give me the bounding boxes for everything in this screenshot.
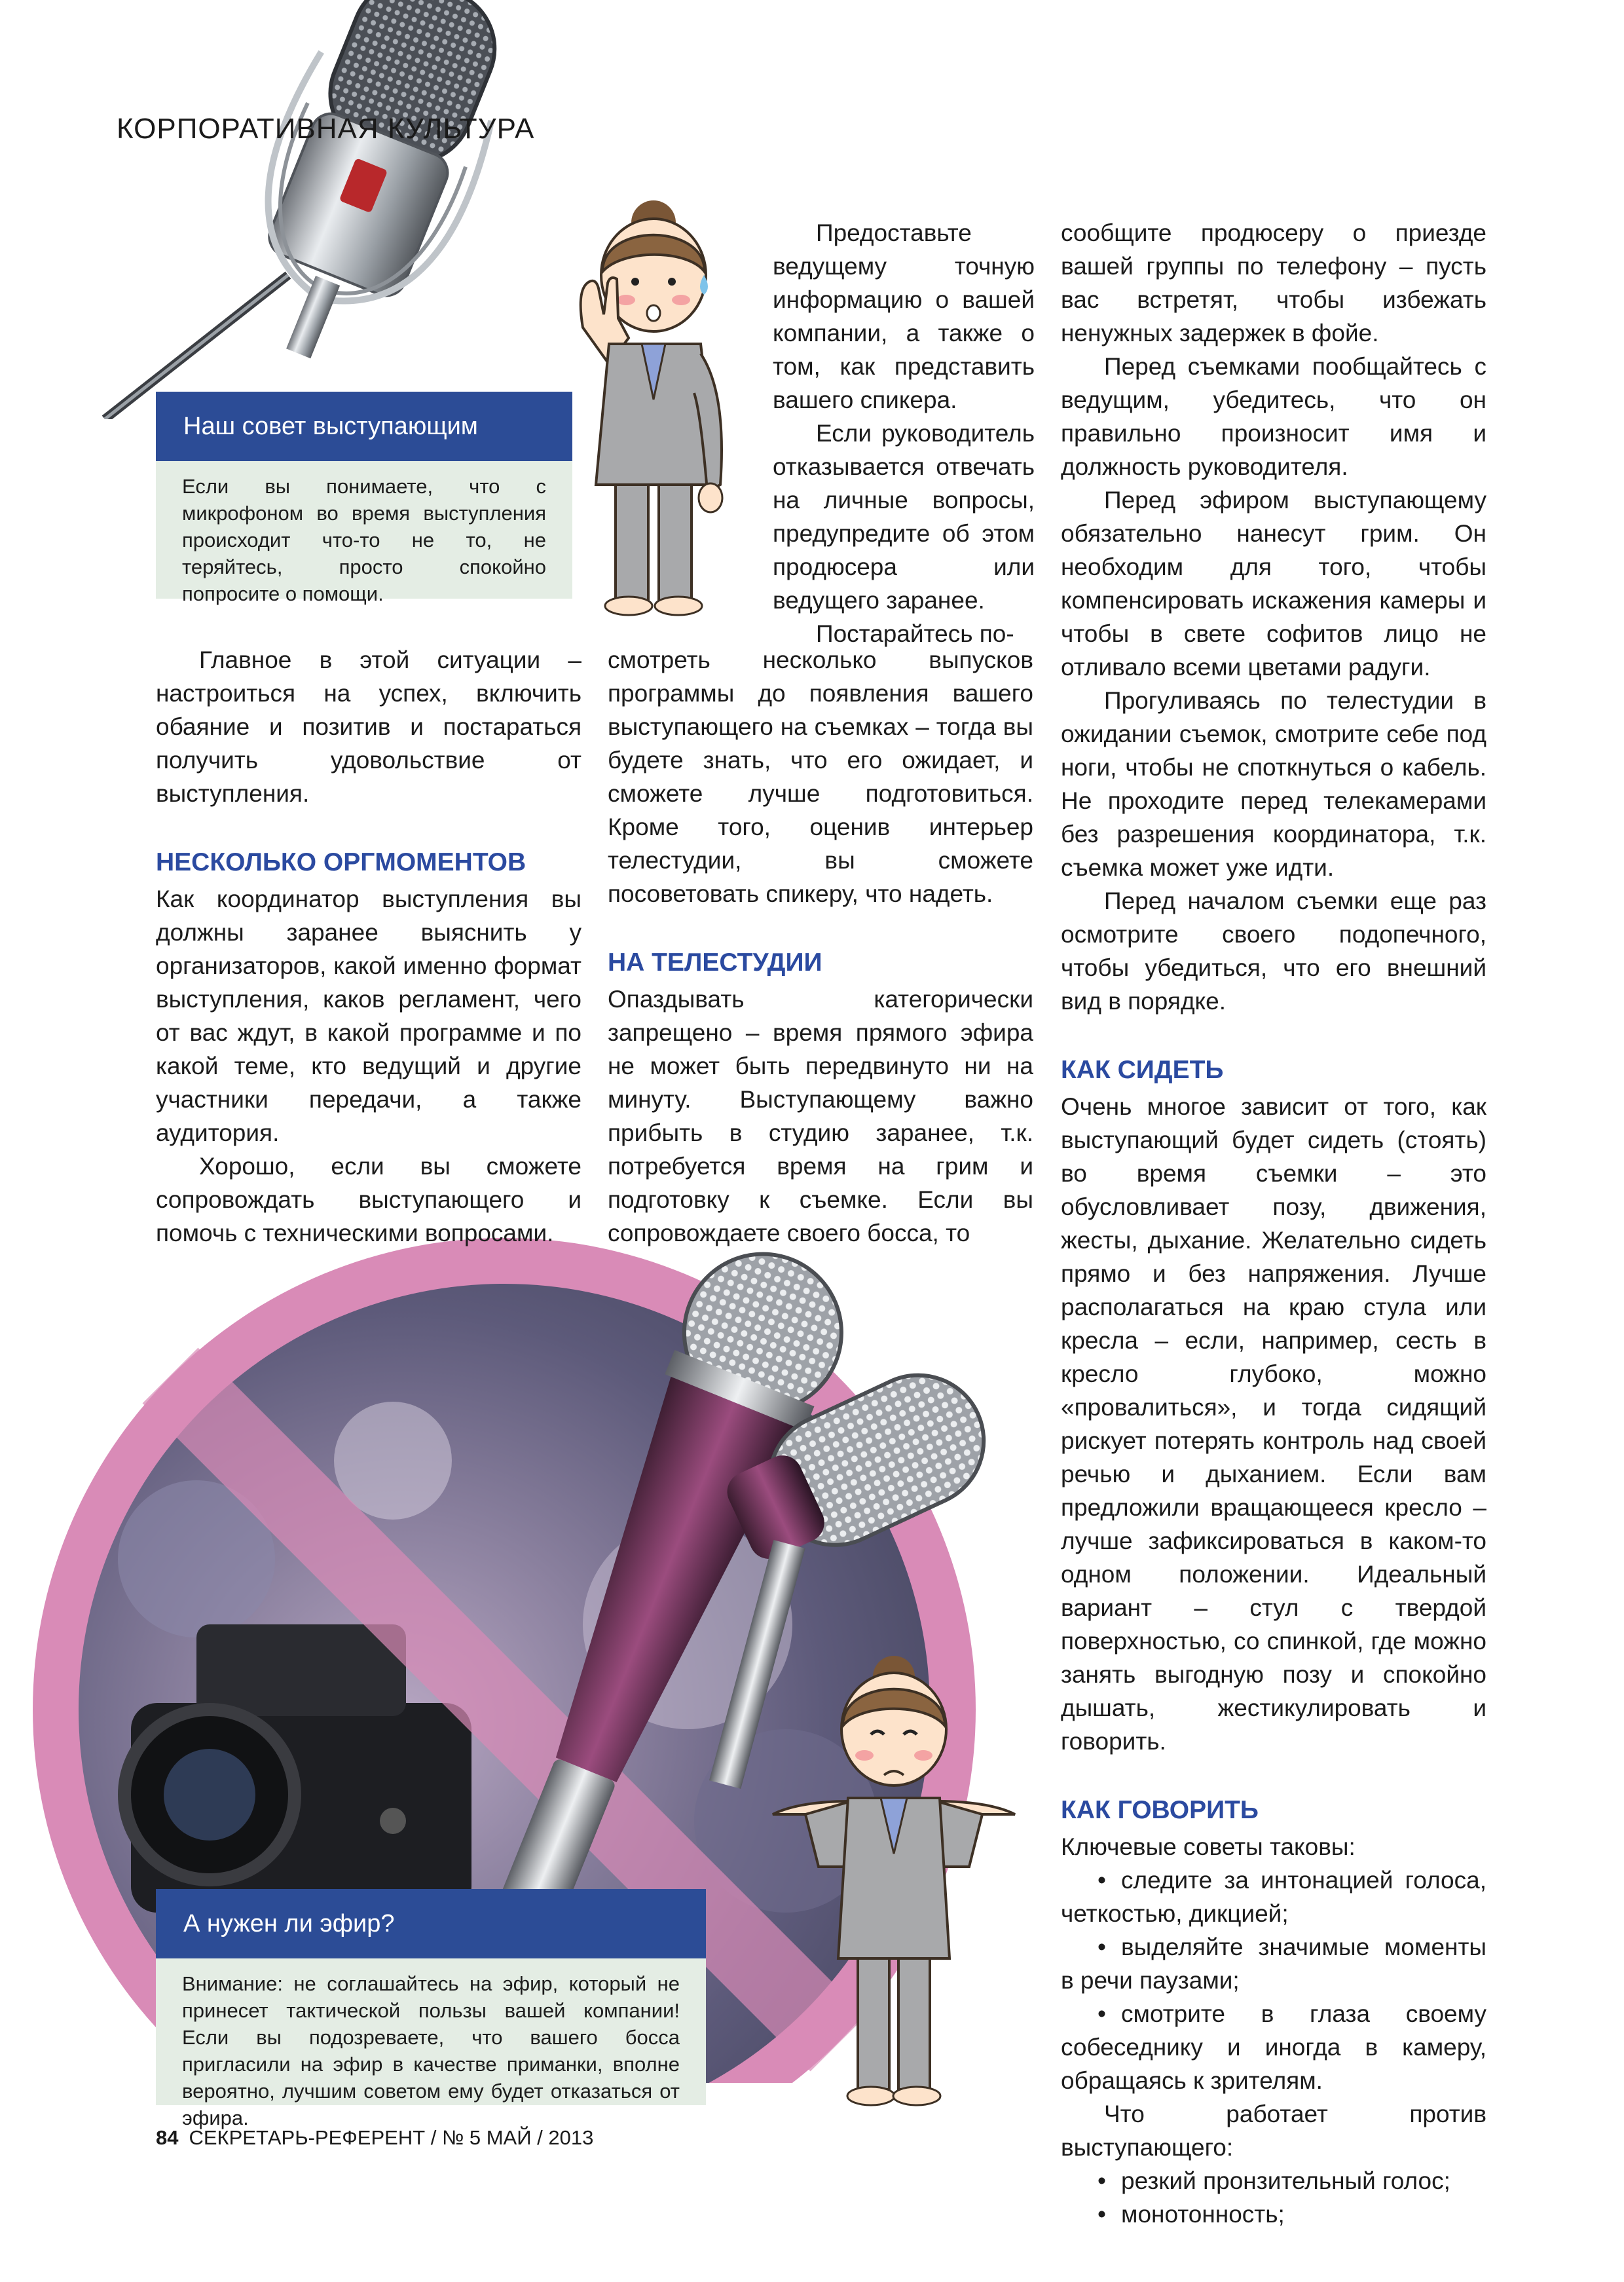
paragraph: Предоставьте ведущему точную информацию о вашей компании, а также о том, как представить вашего спикера. — [773, 219, 1035, 413]
paragraph: смотреть несколько выпусков программы до появления вашего выступающего на съемках – тогда вы будете знать, что его ожидает, и сможете лучше подготовиться. Кроме того, оценив интерьер телестудии, вы сможете посоветовать спикеру, что надеть. — [608, 646, 1033, 907]
list-item: • выделяйте значимые моменты в речи паузами; — [1061, 1930, 1486, 1997]
advice-box-text: Если вы понимаете, что с микрофоном во время выступления происходит что-то не то, не теряйтесь, просто спокойно попросите о помощи. — [182, 475, 546, 605]
list-item: • резкий пронзительный голос; — [1061, 2164, 1486, 2198]
tips-list — [1061, 1863, 1486, 2097]
ether-box-text: Внимание: не соглашайтесь на эфир, который не принесет тактической пользы вашей компании! Если вы подозреваете, что вашего босса пригласили на эфир в качестве приманки, вполне вероятно, лучшим советом ему будет отказаться от эфира. — [182, 1972, 680, 2129]
paragraph: сообщите продюсеру о приезде вашей группы по телефону – пусть вас встретят, чтобы избежать ненужных задержек в фойе. — [1061, 219, 1486, 346]
column-right — [1061, 216, 1486, 2231]
heading-speak: КАК ГОВОРИТЬ — [1061, 1796, 1259, 1824]
paragraph: Перед съемками пообщайтесь с ведущим, убедитесь, что он правильно произносит имя и должность руководителя. — [1061, 353, 1486, 480]
studio-microphone-illustration — [92, 0, 589, 419]
ether-box — [156, 1889, 706, 2129]
paragraph: Ключевые советы таковы: — [1061, 1833, 1356, 1860]
paragraph: Перед эфиром выступающему обязательно нанесут грим. Он необходим для того, чтобы компенсировать искажения камеры и чтобы в свете софитов лицо не отливало всеми цветами радуги. — [1061, 487, 1486, 681]
ether-box-title: А нужен ли эфир? — [156, 1889, 706, 1958]
column-mid — [608, 643, 1033, 1250]
paragraph: Если руководитель отказывается отвечать на личные вопросы, предупредите об этом продюсера или ведущего заранее. — [773, 420, 1035, 614]
paragraph: Постарайтесь по- — [816, 620, 1014, 647]
woman-character-icon — [570, 177, 740, 622]
list-item: • монотонность; — [1061, 2198, 1486, 2231]
advice-box-title: Наш совет выступающим — [156, 392, 572, 461]
section-title: КОРПОРАТИВНАЯ КУЛЬТУРА — [117, 113, 535, 145]
paragraph: Опаздывать категорически запрещено – время прямого эфира не может быть передвинуто ни на минуту. Выступающему важно прибыть в студию заранее, т.к. потребуется время на грим и подготовку к съемке. Если вы сопровождаете своего босса, то — [608, 986, 1033, 1246]
heading-org: НЕСКОЛЬКО ОРГМОМЕНТОВ — [156, 848, 526, 876]
paragraph: Очень многое зависит от того, как выступающий будет сидеть (стоять) во время съемки – это обусловливает позу, движения, жесты, дыхание. Желательно сидеть прямо и без напряжения. Лучше располагаться на краю стула или кресла – если, например, сесть в кресло глубоко, можно «провалиться», и тогда сидящий рискует потерять контроль над своей речью и дыханием. Если вам предложили вращающееся кресло – лучше зафиксироваться в каком-то одном положении. Идеальный вариант – стул с твердой поверхностью, со спинкой, где можно занять выгодную позу и спокойно дышать, жестикулировать и говорить. — [1061, 1093, 1486, 1755]
heading-sit: КАК СИДЕТЬ — [1061, 1056, 1224, 1084]
paragraph: Перед началом съемки еще раз осмотрите своего подопечного, чтобы убедиться, что его внешний вид в порядке. — [1061, 888, 1486, 1015]
column-left — [156, 643, 581, 1250]
paragraph: Как координатор выступления вы должны заранее выяснить у организаторов, какой именно формат выступления, каков регламент, чего от вас ждут, в какой программе и по какой теме, кто ведущий и другие участники передачи, а также аудитория. — [156, 886, 581, 1146]
paragraph: Хорошо, если вы сможете сопровождать выступающего и помочь с техническими вопросами. — [156, 1153, 581, 1246]
magazine-issue: СЕКРЕТАРЬ-РЕФЕРЕНТ / № 5 МАЙ / 2013 — [189, 2126, 594, 2149]
woman-character-shrug-icon — [753, 1651, 1035, 2122]
list-item: • смотрите в глаза своему собеседнику и иногда в камеру, обращаясь к зрителям. — [1061, 1997, 1486, 2097]
column-mid-top — [773, 216, 1035, 650]
advice-box — [156, 392, 572, 605]
paragraph: Прогуливаясь по телестудии в ожидании съемок, смотрите себе под ноги, чтобы не споткнуться о кабель. Не проходите перед телекамерами без разрешения координатора, т.к. съемка может уже идти. — [1061, 687, 1486, 881]
page-number: 84 — [156, 2126, 179, 2149]
heading-studio: НА ТЕЛЕСТУДИИ — [608, 948, 822, 977]
list-item: • следите за интонацией голоса, четкостью, дикцией; — [1061, 1863, 1486, 1930]
paragraph: Что работает против выступающего: — [1061, 2101, 1486, 2161]
paragraph: Главное в этой ситуации – настроиться на успех, включить обаяние и позитив и постараться получить удовольствие от выступления. — [156, 646, 581, 807]
against-list — [1061, 2164, 1486, 2231]
